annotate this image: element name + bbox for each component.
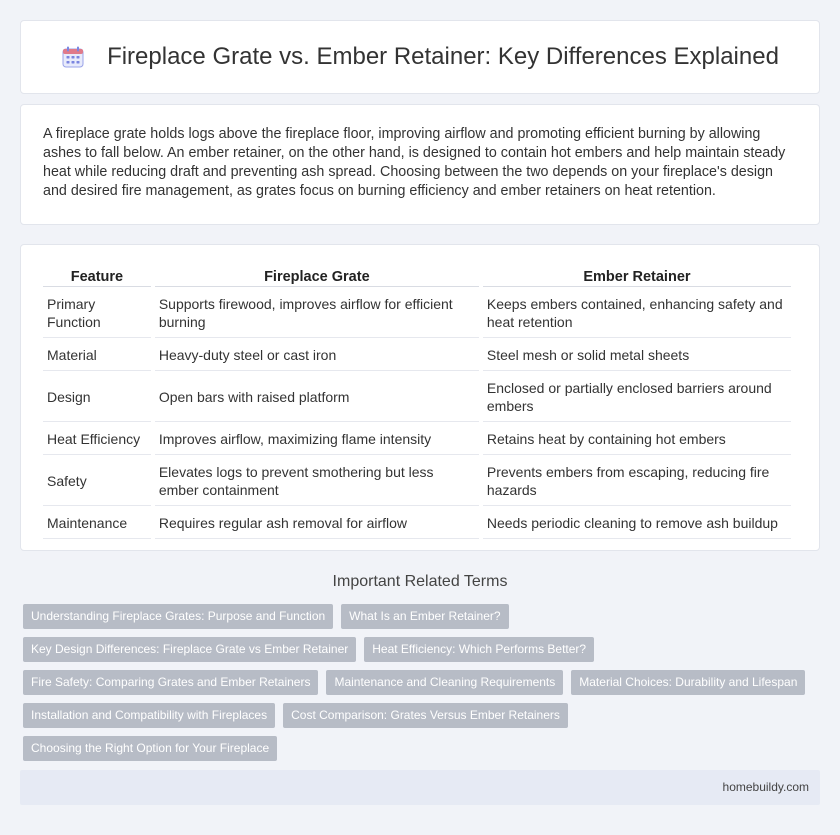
header-feature: Feature [43, 265, 151, 287]
intro-card [20, 104, 820, 225]
feature-cell: Design [43, 373, 151, 422]
related-term-tag[interactable]: Heat Efficiency: Which Performs Better? [364, 637, 594, 662]
calendar-icon [61, 45, 85, 69]
comparison-table [39, 263, 795, 541]
related-term-tag[interactable]: Installation and Compatibility with Fireplaces [23, 703, 275, 728]
table-row [43, 457, 791, 506]
ember-cell: Retains heat by containing hot embers [483, 424, 791, 455]
header-ember-retainer: Ember Retainer [483, 265, 791, 287]
related-term-tag[interactable]: Key Design Differences: Fireplace Grate vs Ember Retainer [23, 637, 356, 662]
table-header-row [43, 265, 791, 287]
feature-cell: Heat Efficiency [43, 424, 151, 455]
related-terms-list [23, 604, 823, 769]
footer-site-link[interactable]: homebuildy.com [722, 780, 809, 794]
feature-cell: Safety [43, 457, 151, 506]
page-title: Fireplace Grate vs. Ember Retainer: Key Differences Explained [107, 43, 779, 70]
ember-cell: Needs periodic cleaning to remove ash buildup [483, 508, 791, 539]
ember-cell: Prevents embers from escaping, reducing fire hazards [483, 457, 791, 506]
grate-cell: Improves airflow, maximizing flame intensity [155, 424, 479, 455]
related-term-tag[interactable]: Understanding Fireplace Grates: Purpose and Function [23, 604, 333, 629]
page-header [20, 20, 820, 94]
feature-cell: Maintenance [43, 508, 151, 539]
grate-cell: Requires regular ash removal for airflow [155, 508, 479, 539]
footer [20, 770, 820, 805]
grate-cell: Elevates logs to prevent smothering but less ember containment [155, 457, 479, 506]
grate-cell: Heavy-duty steel or cast iron [155, 340, 479, 371]
related-term-tag[interactable]: Material Choices: Durability and Lifespan [571, 670, 805, 695]
table-row [43, 424, 791, 455]
header-fireplace-grate: Fireplace Grate [155, 265, 479, 287]
related-term-tag[interactable]: Choosing the Right Option for Your Fireplace [23, 736, 277, 761]
grate-cell: Open bars with raised platform [155, 373, 479, 422]
table-row [43, 373, 791, 422]
related-term-tag[interactable]: Maintenance and Cleaning Requirements [326, 670, 563, 695]
intro-text: A fireplace grate holds logs above the fireplace floor, improving airflow and promoting efficient burning by allowing ashes to fall below. An ember retainer, on the other hand, is designed to contain hot embers and help maintain steady heat while reducing draft and preventing ash spread. Choosing between the two depends on your fireplace's design and desired fire management, as grates focus on burning efficiency and ember retainers on heat retention. [43, 126, 786, 199]
ember-cell: Keeps embers contained, enhancing safety and heat retention [483, 289, 791, 338]
table-row [43, 340, 791, 371]
feature-cell: Primary Function [43, 289, 151, 338]
table-row [43, 508, 791, 539]
related-term-tag[interactable]: What Is an Ember Retainer? [341, 604, 508, 629]
table-row [43, 289, 791, 338]
related-terms-title: Important Related Terms [332, 573, 508, 590]
comparison-card [20, 244, 820, 551]
feature-cell: Material [43, 340, 151, 371]
related-term-tag[interactable]: Fire Safety: Comparing Grates and Ember Retainers [23, 670, 318, 695]
related-term-tag[interactable]: Cost Comparison: Grates Versus Ember Retainers [283, 703, 568, 728]
ember-cell: Enclosed or partially enclosed barriers around embers [483, 373, 791, 422]
grate-cell: Supports firewood, improves airflow for efficient burning [155, 289, 479, 338]
ember-cell: Steel mesh or solid metal sheets [483, 340, 791, 371]
